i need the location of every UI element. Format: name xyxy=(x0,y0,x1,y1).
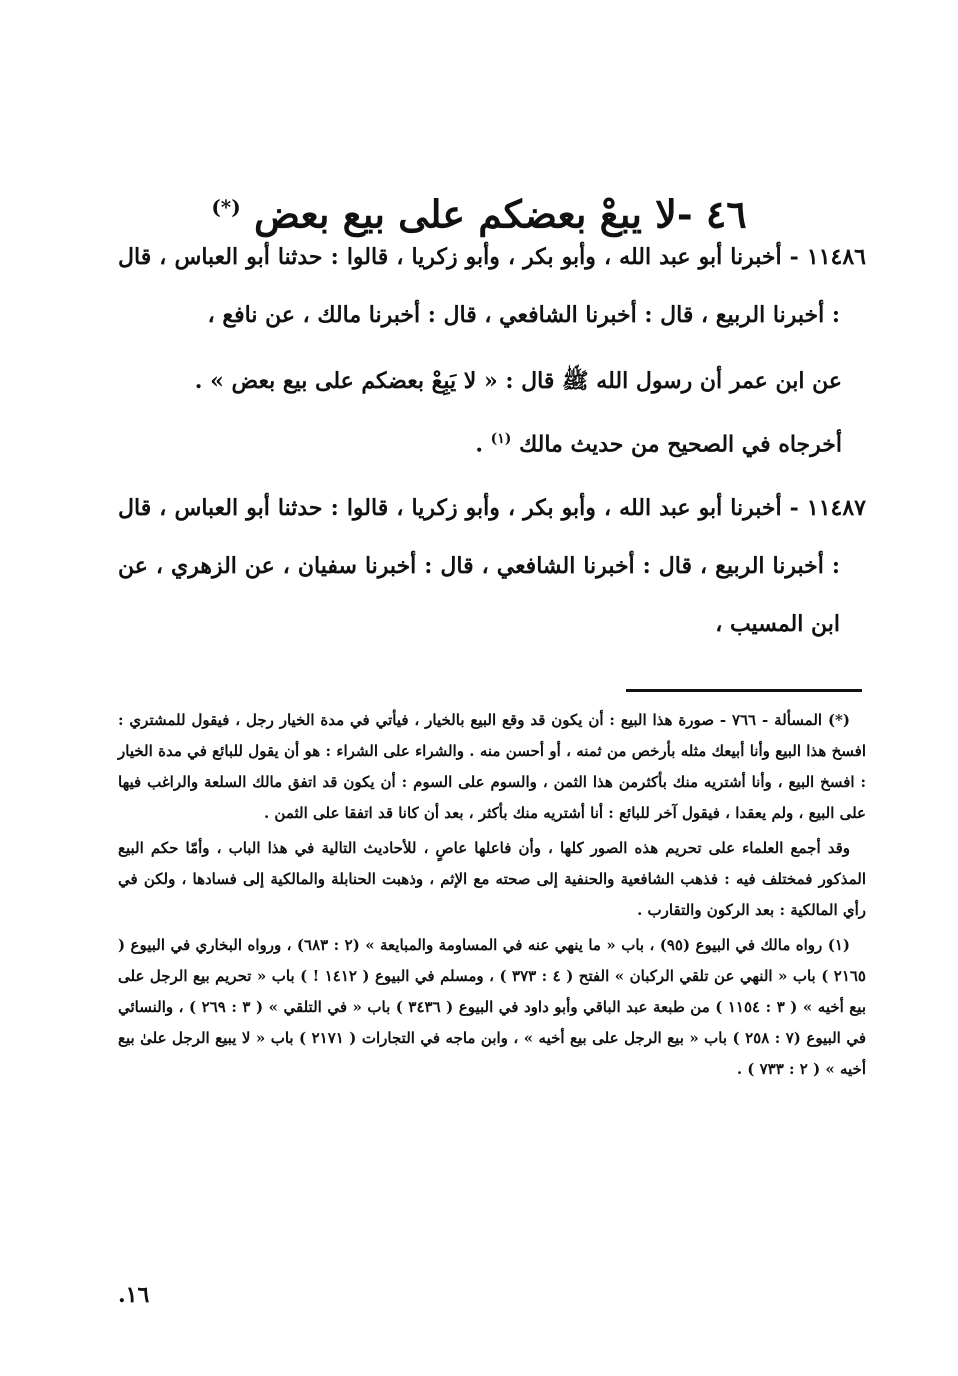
footnote-1-references: (١) رواه مالك في البيوع (٩٥) ، باب « ما ينهي عنه في المساومة والمبايعة » (٢ : ٦٨٣) ، ورواه البخاري في البيوع ( ٢١٦٥ ) باب « النهي عن تلقي الركبان » الفتح ( ٤ : ٣٧٣ ) ، ومسلم في البيوع ( ١٤١٢ ! ) باب « تحريم بيع الرجل على بيع أخيه » ( ٣ : ١١٥٤ ) من طبعة عبد الباقي وأبو داود في البيوع ( ٣٤٣٦ ) باب « في التلقي » ( ٣ : ٢٦٩ ) ، والنسائي في البيوع (٧ : ٢٥٨ ) باب « بيع الرجل على بيع أخيه » ، وابن ماجه في التجارات ( ٢١٧١ ) باب « لا يبيع الرجل علىٰ بيع أخيه » ( ٢ : ٧٣٣ ) . xyxy=(118,936,866,1078)
main-text xyxy=(118,228,866,653)
footnote-masala: (*) المسألة - ٧٦٦ - صورة هذا البيع : أن يكون قد وقع البيع بالخيار ، فيأتي في مدة الخيار رجل ، فيقول للمشتري : افسخ هذا البيع وأنا أبيعك مثله بأرخص من ثمنه ، أو أحسن منه . والشراء على الشراء : هو أن يقول للبائع في مدة الخيار : افسخ البيع ، وأنا أشتريه منك بأكثرمن هذا الثمن ، والسوم على السوم : أن يكون قد اتفق مالك السلعة والراغب فيها على البيع ، ولم يعقدا ، فيقول آخر للبائع : أنا أشتريه منك بأكثر ، بعد أن كانا قد اتفقا على الثمن . xyxy=(118,711,866,822)
title-footnote-marker: (*) xyxy=(211,195,241,220)
footnote-ijma: وقد أجمع العلماء على تحريم هذه الصور كلها ، وأن فاعلها عاصٍ ، للأحاديث التالية في هذا الباب ، وأمّا حكم البيع المذكور فمختلف فيه : فذهب الشافعية والحنفية إلى صحته مع الإثم ، وذهبت الحنابلة والمالكية إلى فسادها ، ولكن في رأي المالكية : بعد الركون والتقارب . xyxy=(118,839,866,919)
takhrij-end: . xyxy=(475,431,491,458)
footnote-ref-1: (١) xyxy=(490,431,512,447)
takhrij-text: أخرجاه في الصحيح من حديث مالك xyxy=(519,431,842,458)
page-number: ١٦. xyxy=(118,1282,150,1308)
chapter-title-text: ٤٦ -لا يبعْ بعضكم على بيع بعض xyxy=(253,192,747,238)
hadith-matn: عن ابن عمر أن رسول الله ﷺ قال : « لا يَبِعْ بعضكم على بيع بعض » . xyxy=(194,368,842,394)
footnotes xyxy=(118,705,866,1089)
hadith-isnad-11487: ١١٤٨٧ - أخبرنا أبو عبد الله ، وأبو بكر ، وأبو زكريا ، قالوا : حدثنا أبو العباس ، قال : أخبرنا الربيع ، قال : أخبرنا الشافعي ، قال : أخبرنا سفيان ، عن الزهري ، عن ابن المسيب ، xyxy=(118,495,866,638)
takhrij-note xyxy=(118,410,866,473)
hadith-isnad-11486: ١١٤٨٦ - أخبرنا أبو عبد الله ، وأبو بكر ، وأبو زكريا ، قالوا : حدثنا أبو العباس ، قال : أخبرنا الربيع ، قال : أخبرنا الشافعي ، قال : أخبرنا مالك ، عن نافع ، xyxy=(118,244,866,328)
footnote-separator xyxy=(626,689,862,692)
